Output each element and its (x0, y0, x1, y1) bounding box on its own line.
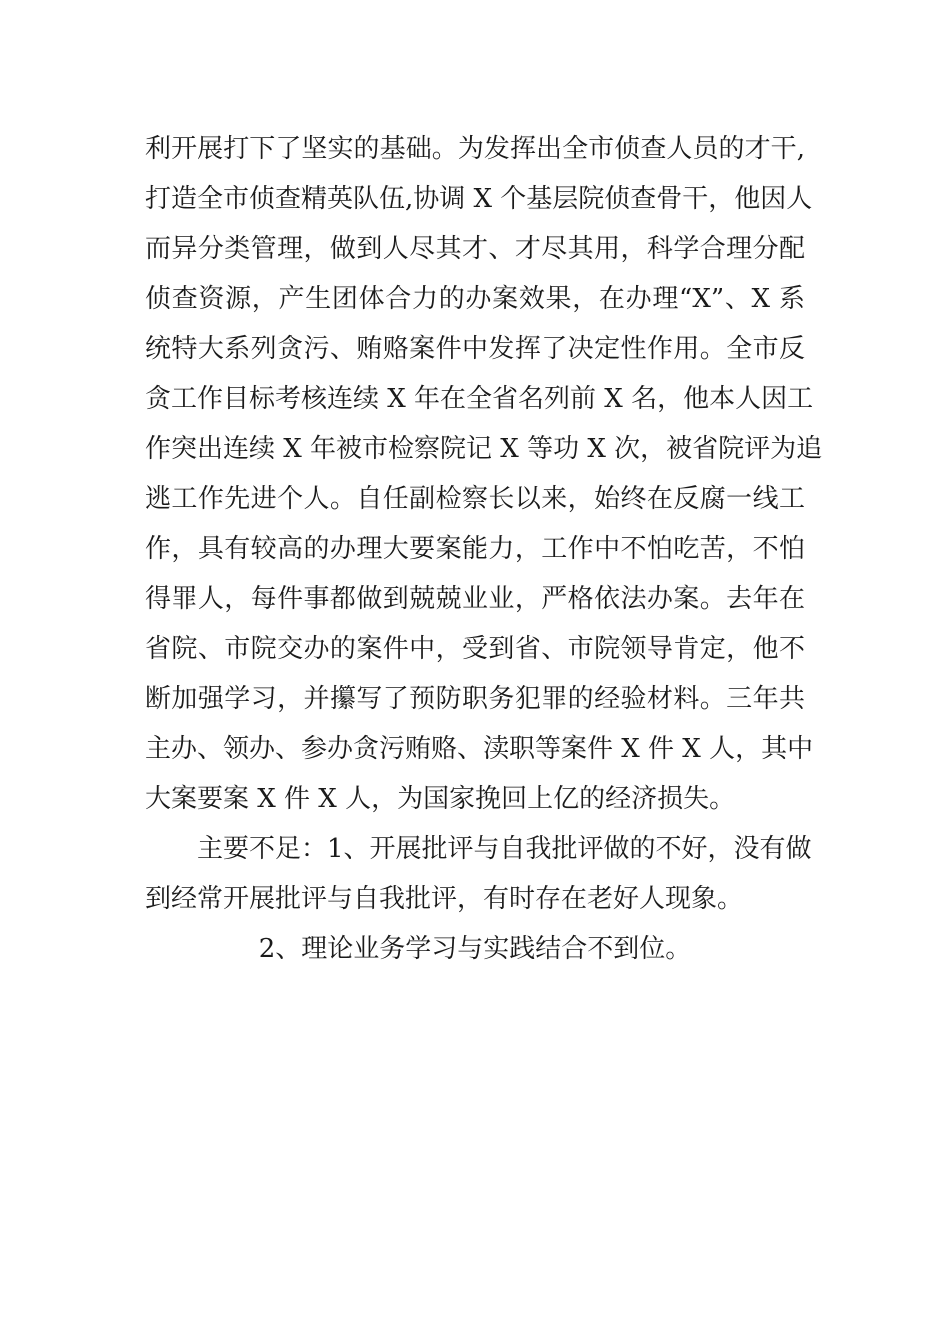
text-line: 作突出连续 X 年被市检察院记 X 等功 X 次，被省院评为追 (145, 434, 823, 464)
text-line: 省院、市院交办的案件中，受到省、市院领导肯定，他不 (145, 634, 805, 664)
text-line: 作，具有较高的办理大要案能力，工作中不怕吃苦，不怕 (145, 534, 805, 564)
text-line: 断加强学习，并攥写了预防职务犯罪的经验材料。三年共 (145, 684, 805, 714)
text-line: 得罪人，每件事都做到兢兢业业，严格依法办案。去年在 (145, 584, 805, 614)
text-line: 2、理论业务学习与实践结合不到位。 (258, 934, 692, 964)
text-line: 主办、领办、参办贪污贿赂、渎职等案件 X 件 X 人，其中 (145, 734, 814, 764)
text-line: 侦查资源，产生团体合力的办案效果，在办理“X”、X 系 (145, 284, 805, 314)
text-line: 主要不足：1、开展批评与自我批评做的不好，没有做 (197, 834, 812, 864)
text-line: 而异分类管理，做到人尽其才、才尽其用，科学合理分配 (145, 234, 805, 264)
text-line: 贪工作目标考核连续 X 年在全省名列前 X 名，他本人因工 (145, 384, 814, 414)
text-line: 到经常开展批评与自我批评，有时存在老好人现象。 (145, 884, 744, 914)
text-line: 打造全市侦查精英队伍,协调 X 个基层院侦查骨干，他因人 (145, 184, 813, 214)
text-line: 大案要案 X 件 X 人，为国家挽回上亿的经济损失。 (145, 784, 736, 814)
text-line: 统特大系列贪污、贿赂案件中发挥了决定性作用。全市反 (145, 334, 805, 364)
text-line: 逃工作先进个人。自任副检察长以来，始终在反腐一线工 (145, 484, 805, 514)
text-line: 利开展打下了坚实的基础。为发挥出全市侦查人员的才干, (145, 134, 805, 164)
